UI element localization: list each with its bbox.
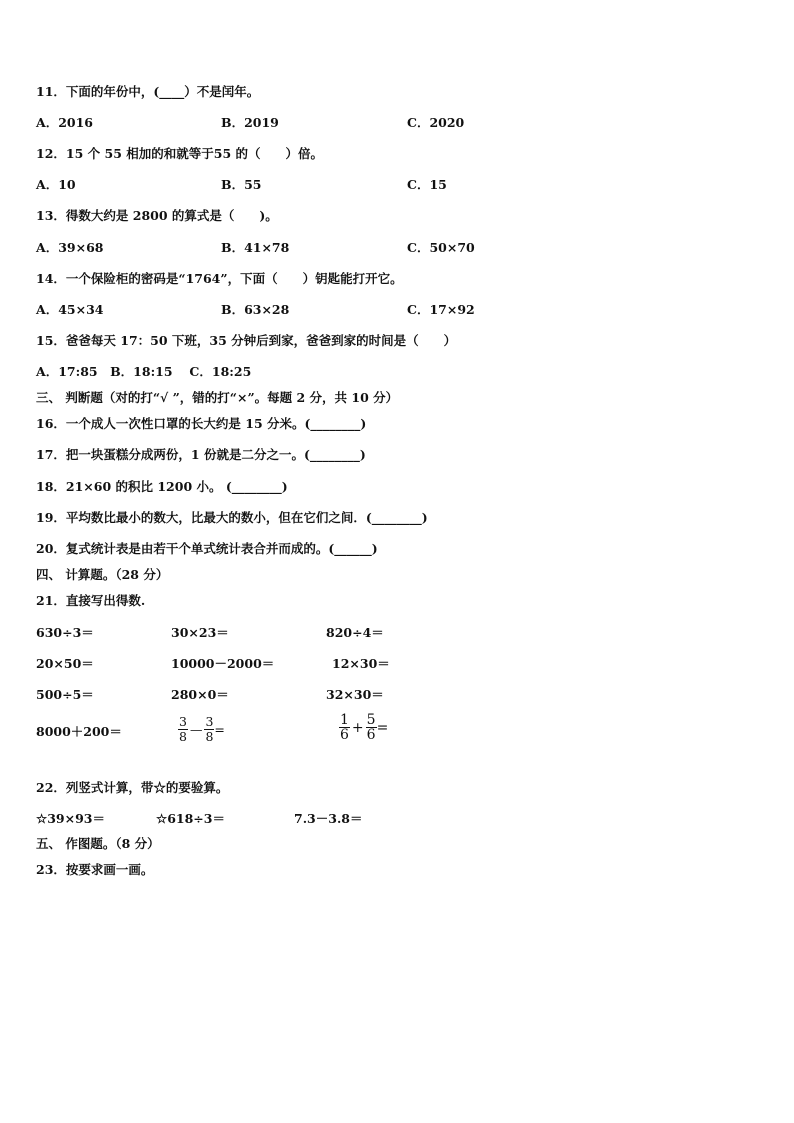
calc-item: 280×0＝ [171,687,229,702]
option-a[interactable]: A．2016 [36,115,93,130]
fraction [204,715,214,744]
calc-item: 500÷5＝ [36,687,94,702]
numerator: 3 [179,714,187,729]
calc-item: 7.3－3.8＝ [294,811,363,826]
fraction [339,713,350,742]
denominator: 6 [366,727,376,743]
option-b[interactable]: B．63×28 [221,302,290,317]
calc-item: ☆618÷3＝ [156,811,225,826]
option-b[interactable]: B．41×78 [221,240,290,255]
question-18: 18．21×60 的积比 1200 小。 (________) [36,479,288,494]
equals-sign: = [214,722,225,737]
question-13-stem: 13．得数大约是 2800 的算式是（ )。 [36,208,278,223]
question-14-stem: 14．一个保险柜的密码是“1764”，下面（ ）钥匙能打开它。 [36,271,403,286]
fraction [178,715,188,744]
numerator: 1 [340,712,349,728]
question-23: 23．按要求画一画。 [36,862,154,877]
calc-item: 10000－2000＝ [171,656,275,671]
calc-item: ☆39×93＝ [36,811,105,826]
option-a[interactable]: A．45×34 [36,302,104,317]
question-22-stem: 22．列竖式计算，带☆的要验算。 [36,780,229,795]
equals-sign: = [376,719,389,736]
question-11-stem: 11．下面的年份中，(____）不是闰年。 [36,84,260,99]
question-15-options[interactable]: A．17:85 B．18:15 C．18:25 [36,364,252,379]
section-4-heading: 四、 计算题。（28 分） [36,567,169,582]
fraction-expression-2 [339,713,388,742]
calc-item: 8000＋200＝ [36,724,122,739]
operator: + [351,719,364,736]
calc-item: 32×30＝ [326,687,384,702]
denominator: 8 [179,729,187,744]
option-a[interactable]: A．10 [36,177,76,192]
section-5-heading: 五、 作图题。（8 分） [36,836,160,851]
question-16: 16．一个成人一次性口罩的长大约是 15 分米。(________) [36,416,367,431]
operator: — [189,722,203,737]
calc-item: 30×23＝ [171,625,229,640]
calc-item: 12×30＝ [332,656,390,671]
calc-item: 630÷3＝ [36,625,94,640]
numerator: 5 [366,712,376,728]
option-c[interactable]: C．15 [407,177,447,192]
question-21-stem: 21．直接写出得数. [36,593,146,608]
fraction-expression-1 [178,715,225,744]
question-20: 20．复式统计表是由若干个单式统计表合并而成的。(______) [36,541,378,556]
question-17: 17．把一块蛋糕分成两份，1 份就是二分之一。(________) [36,447,366,462]
denominator: 8 [205,729,214,744]
option-c[interactable]: C．17×92 [407,302,475,317]
numerator: 3 [205,714,214,729]
denominator: 6 [340,727,349,743]
section-3-heading: 三、 判断题（对的打“√ ”，错的打“×”。每题 2 分，共 10 分） [36,390,399,405]
option-b[interactable]: B．55 [221,177,262,192]
fraction [366,713,377,742]
question-12-stem: 12．15 个 55 相加的和就等于55 的（ ）倍。 [36,146,323,161]
option-c[interactable]: C．50×70 [407,240,475,255]
option-c[interactable]: C．2020 [407,115,465,130]
option-a[interactable]: A．39×68 [36,240,104,255]
calc-item: 820÷4＝ [326,625,384,640]
option-b[interactable]: B．2019 [221,115,279,130]
calc-item: 20×50＝ [36,656,94,671]
question-19: 19．平均数比最小的数大，比最大的数小，但在它们之间．(________) [36,510,428,525]
question-15-stem: 15．爸爸每天 17：50 下班，35 分钟后到家，爸爸到家的时间是（ ） [36,333,457,348]
